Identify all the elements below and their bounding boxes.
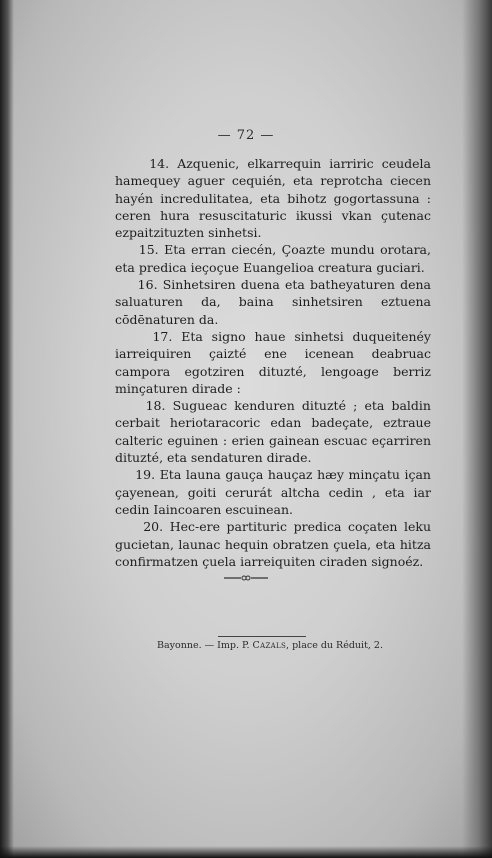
verse-17 — [115, 328, 431, 397]
verse-18 — [115, 397, 431, 466]
verse-number: 17. — [152, 328, 173, 344]
verse-number: 19. — [135, 467, 156, 483]
printer-imprint — [0, 640, 492, 651]
verse-20 — [115, 518, 431, 570]
imprint-suffix: , place du Réduit, 2. — [286, 640, 383, 651]
bottom-edge-shadow — [0, 846, 492, 858]
imprint-rule — [218, 636, 306, 637]
verse-text: Eta signo haue sinhetsi duqueitenéy iarreiquiren çaizté ene icenean deabruac campora egotziren dituzté, lengoage berriz minçaturen dirade : — [115, 328, 431, 396]
verse-number: 20. — [143, 519, 164, 535]
verse-number: 16. — [137, 277, 158, 293]
verse-text: Azquenic, elkarrequin iarriric ceudela hamequey aguer cequién, eta reprotcha ciecen hayén incredulitatea, eta bihotz gogortassuna : ceren hura resuscitaturic ikussi vkan çutenac ezpaitzituzten sinhetsi. — [115, 156, 431, 241]
end-ornament — [0, 568, 492, 587]
verse-19 — [115, 466, 431, 518]
body-text — [115, 155, 431, 570]
verse-14 — [115, 155, 431, 241]
imprint-prefix: Bayonne. — Imp. P. — [156, 640, 250, 651]
tailpiece-icon — [222, 573, 270, 583]
verse-number: 15. — [138, 242, 159, 258]
verse-text: Sinhetsiren duena eta batheyaturen dena saluaturen da, baina sinhetsiren eztuena cōdēnaturen da. — [115, 277, 431, 327]
verse-15 — [115, 241, 431, 276]
verse-16 — [115, 276, 431, 328]
verse-number: 14. — [149, 156, 170, 171]
verse-text: Hec-ere partituric predica coçaten leku gucietan, launac hequin obratzen çuela, eta hitza confirmatzen çuela iarreiquiten ciraden signoéz. — [115, 519, 431, 569]
verse-text: Eta launa gauça hauçaz hæy minçatu içan çayenean, goiti cerurát altcha cedin , eta iar cedin Iaincoaren escuinean. — [115, 467, 431, 517]
verse-text: Eta erran ciecén, Çoazte mundu orotara, eta predica ieçoçue Euangelioa creatura guciari. — [115, 242, 431, 275]
imprint-printer: Cazals — [252, 640, 287, 651]
verse-text: Sugueac kenduren dituzté ; eta baldin cerbait heriotaracoric edan badeçate, eztraue calteric eguinen : erien gainean escuac eçarriren dituzté, eta sendaturen dirade. — [115, 398, 431, 466]
verse-number: 18. — [145, 398, 166, 414]
page-number: — 72 — — [217, 128, 275, 143]
